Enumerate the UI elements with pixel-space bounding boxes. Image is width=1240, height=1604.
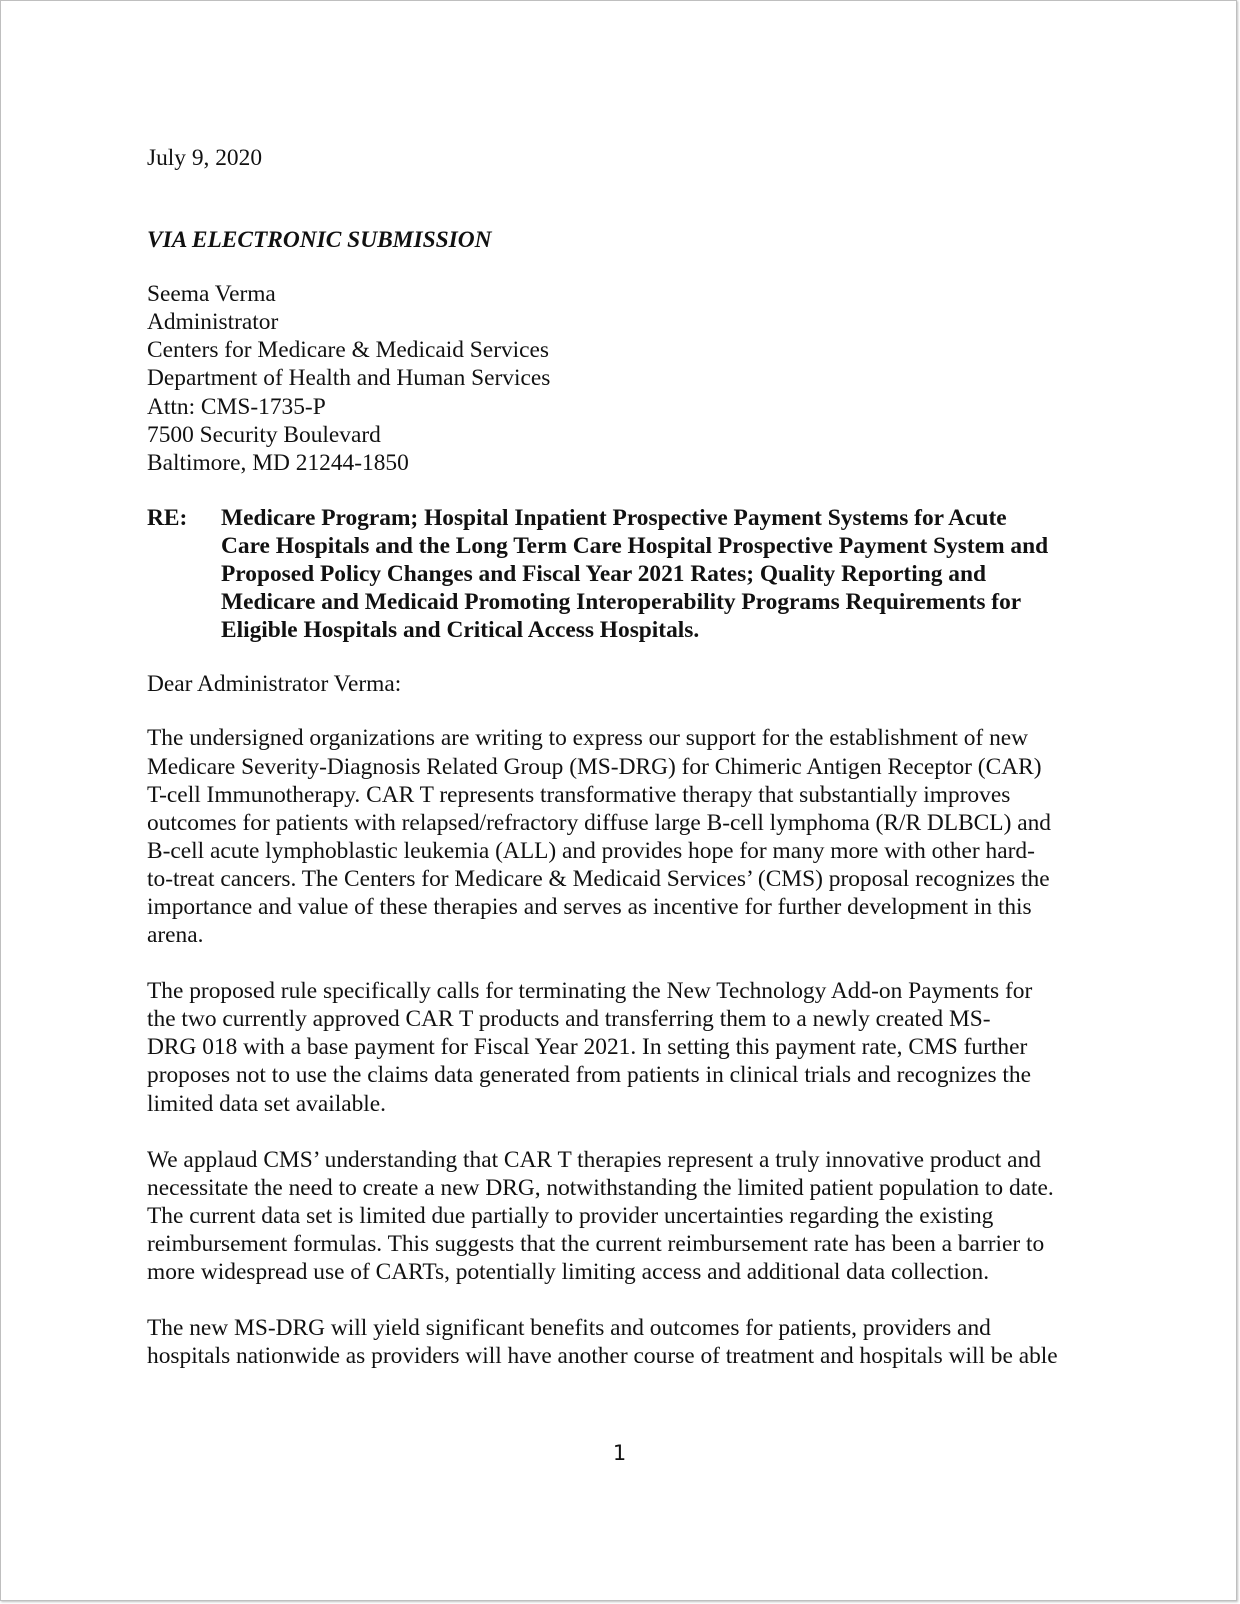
subject-line: Medicare and Medicaid Promoting Interoperability Programs Requirements for	[221, 589, 1022, 616]
paragraph-line: hospitals nationwide as providers will have another course of treatment and hospitals will be able	[147, 1343, 1058, 1370]
address-line: Seema Verma	[147, 281, 276, 308]
paragraph-line: outcomes for patients with relapsed/refractory diffuse large B-cell lymphoma (R/R DLBCL) and	[147, 809, 1051, 836]
paragraph-line: The current data set is limited due partially to provider uncertainties regarding the existing	[147, 1202, 994, 1229]
address-line: Centers for Medicare & Medicaid Services	[147, 337, 550, 364]
subject-line: Proposed Policy Changes and Fiscal Year 2021 Rates; Quality Reporting and	[221, 561, 986, 588]
subject-text	[221, 504, 1097, 644]
address-line: Department of Health and Human Services	[147, 365, 551, 392]
paragraph-line: The undersigned organizations are writing to express our support for the establishment of new	[147, 725, 1029, 752]
address-line: Attn: CMS-1735-P	[147, 393, 326, 420]
body-paragraph-4	[147, 1314, 1097, 1370]
paragraph-line: The new MS-DRG will yield significant benefits and outcomes for patients, providers and	[147, 1315, 991, 1342]
paragraph-line: to-treat cancers. The Centers for Medicare & Medicaid Services’ (CMS) proposal recognizes the	[147, 865, 1050, 892]
subject-line: Care Hospitals and the Long Term Care Hospital Prospective Payment System and	[221, 532, 1049, 559]
paragraph-line: DRG 018 with a base payment for Fiscal Year 2021. In setting this payment rate, CMS further	[147, 1034, 1028, 1061]
letter-date: July 9, 2020	[147, 145, 263, 171]
letter-body	[147, 144, 1097, 1398]
paragraph-line: proposes not to use the claims data generated from patients in clinical trials and recognizes the	[147, 1062, 1032, 1089]
subject-label: RE:	[147, 504, 188, 531]
submission-method: VIA ELECTRONIC SUBMISSION	[147, 227, 492, 254]
subject-block	[147, 504, 1097, 644]
address-line: 7500 Security Boulevard	[147, 421, 381, 448]
page-number: 1	[612, 1441, 627, 1465]
paragraph-line: importance and value of these therapies and serves as incentive for further development in this	[147, 893, 1032, 920]
paragraph-line: B-cell acute lymphoblastic leukemia (ALL) and provides hope for many more with other hard-	[147, 837, 1035, 864]
paragraph-line: The proposed rule specifically calls for terminating the New Technology Add-on Payments for	[147, 978, 1033, 1005]
paragraph-line: necessitate the need to create a new DRG, notwithstanding the limited patient population to date.	[147, 1174, 1054, 1201]
recipient-address	[147, 280, 1097, 477]
address-line: Administrator	[147, 309, 279, 336]
paragraph-line: limited data set available.	[147, 1090, 387, 1117]
body-paragraph-2	[147, 977, 1097, 1117]
body-paragraph-3	[147, 1146, 1097, 1286]
body-paragraph-1	[147, 724, 1097, 949]
salutation: Dear Administrator Verma:	[147, 671, 402, 698]
address-line: Baltimore, MD 21244-1850	[147, 449, 409, 476]
paragraph-line: the two currently approved CAR T products and transferring them to a newly created MS-	[147, 1006, 991, 1033]
paragraph-line: T-cell Immunotherapy. CAR T represents transformative therapy that substantially improves	[147, 781, 1011, 808]
paragraph-line: reimbursement formulas. This suggests that the current reimbursement rate has been a barrier to	[147, 1230, 1045, 1257]
paragraph-line: We applaud CMS’ understanding that CAR T therapies represent a truly innovative product and	[147, 1146, 1041, 1173]
paragraph-line: Medicare Severity-Diagnosis Related Group (MS-DRG) for Chimeric Antigen Receptor (CAR)	[147, 753, 1042, 780]
subject-line: Eligible Hospitals and Critical Access Hospitals.	[221, 617, 700, 644]
subject-line: Medicare Program; Hospital Inpatient Prospective Payment Systems for Acute	[221, 504, 1007, 531]
paragraph-line: arena.	[147, 922, 204, 949]
paragraph-line: more widespread use of CARTs, potentially limiting access and additional data collection.	[147, 1259, 990, 1285]
